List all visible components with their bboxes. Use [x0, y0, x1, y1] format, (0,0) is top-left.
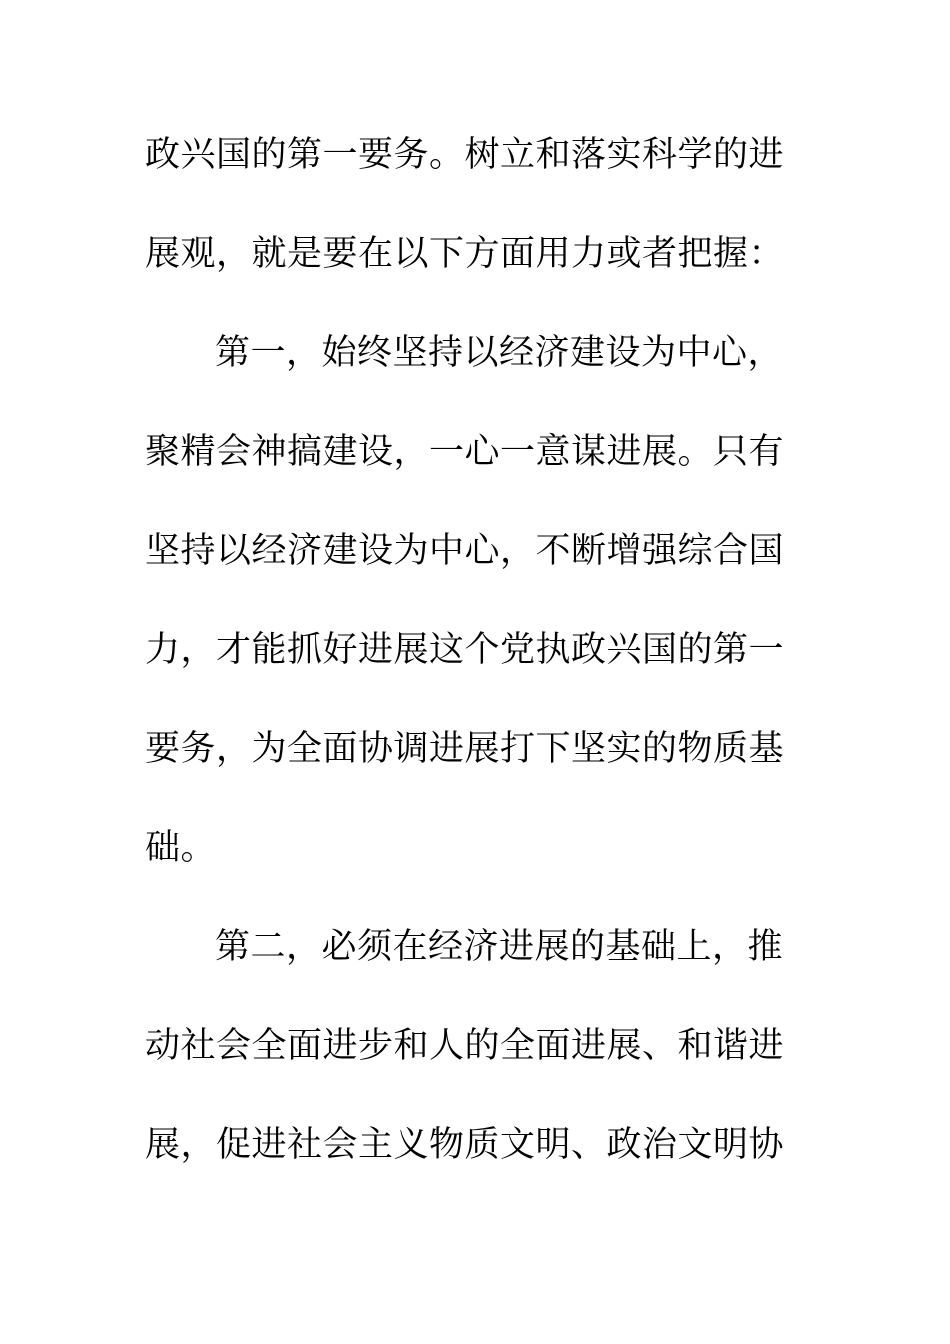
text-line: 动社会全面进步和人的全面进展、和谐进	[145, 1026, 785, 1066]
text-line: 要务，为全面协调进展打下坚实的物质基	[145, 729, 785, 769]
text-line: 础。	[145, 828, 217, 868]
paragraph-first-line: 第一，始终坚持以经济建设为中心，	[215, 333, 784, 373]
paragraph-first-line: 第二，必须在经济进展的基础上，推	[215, 927, 784, 967]
text-line: 坚持以经济建设为中心，不断增强综合国	[145, 531, 785, 571]
text-line: 展，促进社会主义物质文明、政治文明协	[145, 1125, 785, 1165]
text-line: 聚精会神搞建设，一心一意谋进展。只有	[145, 432, 785, 472]
text-line: 展观，就是要在以下方面用力或者把握：	[145, 234, 785, 274]
text-line: 力，才能抓好进展这个党执政兴国的第一	[145, 630, 785, 670]
text-line: 政兴国的第一要务。树立和落实科学的进	[145, 135, 785, 175]
